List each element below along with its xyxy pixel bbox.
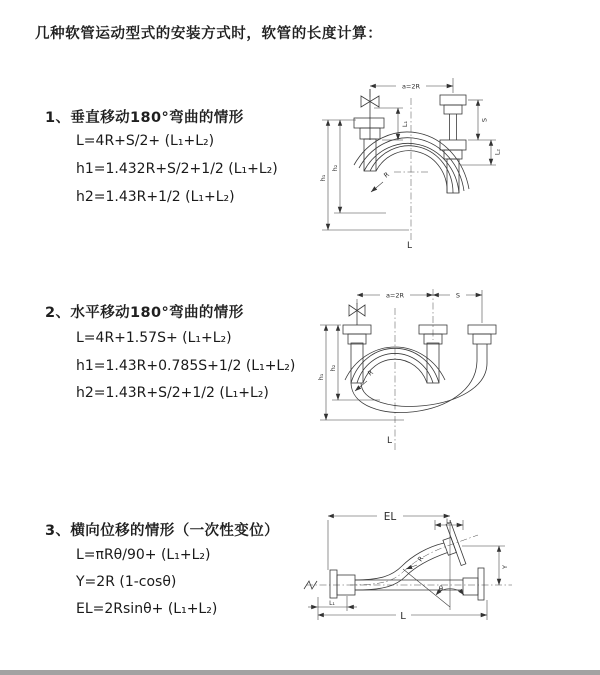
dim-label-l1-left: L₁	[329, 600, 335, 607]
hose-curve	[355, 543, 444, 580]
dim-label-l1-top: L₁	[446, 518, 452, 525]
section-3-heading: 3、横向位移的情形（一次性变位）	[45, 523, 279, 539]
section-2-heading: 2、水平移动180°弯曲的情形	[45, 305, 244, 321]
formula-line: Y=2R (1-cosθ)	[76, 574, 177, 590]
dim-label-h2: h₂	[329, 364, 337, 372]
page-title: 几种软管运动型式的安装方式时，软管的长度计算：	[35, 26, 383, 42]
braided-hose-section	[364, 139, 376, 171]
dim-label-span: a=2R	[385, 291, 405, 300]
dim-label-length: L	[407, 241, 413, 251]
dim-label-radius: R	[416, 554, 426, 564]
flange	[468, 325, 496, 334]
dim-label-theta: θ	[438, 585, 443, 593]
dim-label-radius: R	[382, 170, 391, 180]
dim-label-l1: L₁	[401, 120, 409, 128]
flange	[463, 578, 478, 595]
dim-label-span: a=2R	[401, 82, 421, 91]
flange	[473, 334, 491, 344]
break-symbol	[304, 581, 317, 589]
flange	[343, 325, 371, 334]
formula-line: L=4R+S/2+ (L₁+L₂)	[76, 133, 215, 149]
formula-line: h2=1.43R+S/2+1/2 (L₁+L₂)	[76, 385, 269, 401]
flange	[330, 570, 337, 598]
dim-label-h1: h₁	[317, 373, 325, 381]
formula-line: h2=1.43R+1/2 (L₁+L₂)	[76, 189, 235, 205]
formula-line: h1=1.432R+S/2+1/2 (L₁+L₂)	[76, 161, 278, 177]
section-1-heading: 1、垂直移动180°弯曲的情形	[45, 110, 244, 126]
diagram-lateral-displacement	[300, 498, 600, 663]
flange	[354, 118, 384, 128]
formula-line: h1=1.43R+0.785S+1/2 (L₁+L₂)	[76, 358, 296, 374]
dim-label-el: EL	[383, 511, 397, 523]
formula-line: EL=2Rsinθ+ (L₁+L₂)	[76, 601, 218, 617]
dim-label-l2: L₂	[493, 148, 502, 156]
dim-label-h2: h₂	[331, 164, 339, 172]
formula-line: L=4R+1.57S+ (L₁+L₂)	[76, 330, 232, 346]
dim-label-s: S	[455, 291, 461, 300]
flange	[478, 568, 484, 600]
flange	[440, 95, 466, 105]
flange	[444, 105, 462, 114]
diagram-horizontal-bend	[308, 282, 598, 457]
flange	[348, 334, 366, 344]
dim-label-length: L	[400, 611, 406, 622]
diagram-vertical-bend	[310, 70, 600, 260]
scan-edge	[0, 670, 600, 675]
tilted-flange	[438, 522, 466, 568]
formula-line: L=πRθ/90+ (L₁+L₂)	[76, 547, 211, 563]
dim-label-radius: R	[366, 368, 375, 378]
dim-label-y: Y	[501, 565, 509, 569]
dim-label-s: S	[480, 117, 489, 123]
dim-label-h1: h₁	[319, 174, 327, 182]
hose-arc	[370, 146, 453, 193]
dim-label-length: L	[387, 436, 393, 446]
